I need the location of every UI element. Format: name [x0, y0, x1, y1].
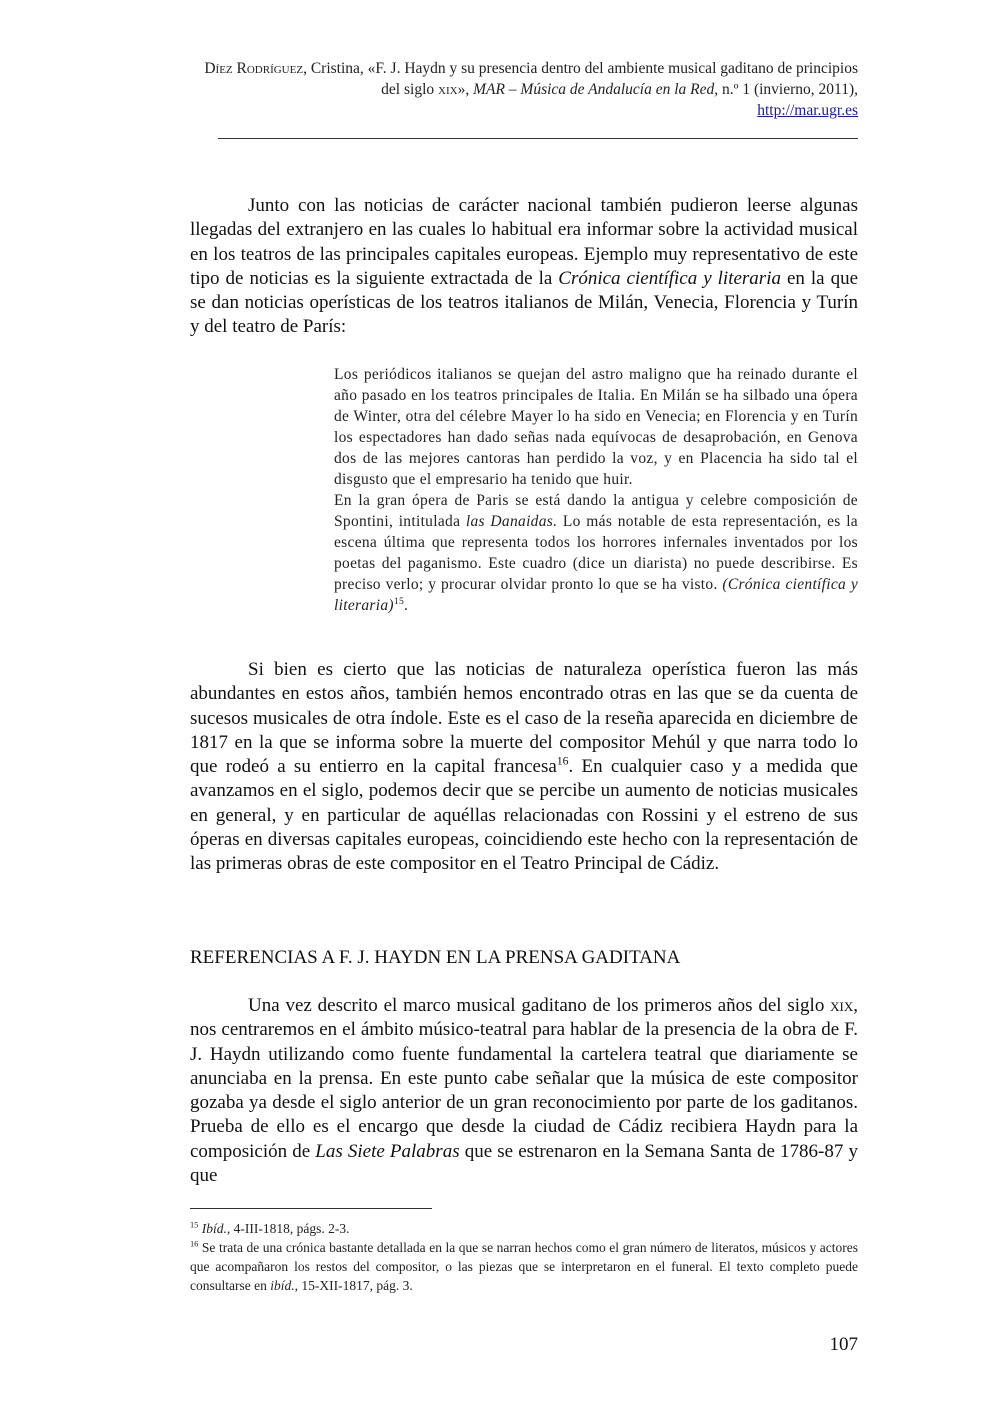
- paragraph-1-text-a: Junto con las noticias de carácter nacional también pudieron leerse algunas llegadas del extranjero en las cuales lo habitual era informar sobre la actividad musical en los teatros de las principales capitales europeas. Ejemplo muy representativo de este tipo de noticias es la siguiente extractada de la: [190, 195, 858, 289]
- footnote-italic: ibíd.: [270, 1278, 295, 1293]
- journal-title: MAR – Música de Andalucía en la Red,: [473, 81, 719, 98]
- block-quote: [334, 364, 858, 616]
- paragraph-2-text-a: Si bien es cierto que las noticias de naturaleza operística fueron las más abundantes en estos años, también hemos encontrado otras en las que se da cuenta de sucesos musicales de otra índole. Este es el caso de la reseña aparecida en diciembre de 1817 en la que se informa sobre la muerte del compositor Mehúl y que narra todo lo que rodeó a su entierro en la capital francesa: [190, 659, 858, 778]
- footnote-text: , 4-III-1818, págs. 2-3.: [226, 1221, 350, 1236]
- century-numeral: xix: [830, 995, 854, 1016]
- footnote-ref-15[interactable]: 15: [393, 595, 405, 607]
- citation-punct: »,: [457, 81, 474, 98]
- paragraph-2-text-b: . En cualquier caso y a medida que avanzamos en el siglo, podemos decir que se percibe un aumento de noticias musicales en general, y en particular de aquéllas relacionadas con Rossini y el estreno de sus óperas en diversas capitales europeas, coincidiendo este hecho con la representación de las primeras obras de este compositor en el Teatro Principal de Cádiz.: [190, 756, 858, 875]
- footnote-number: 15: [190, 1220, 199, 1230]
- paragraph-1-text-b: en la que se dan noticias operísticas de los teatros italianos de Milán, Venecia, Florencia y Turín y del teatro de París:: [190, 267, 859, 338]
- citation-text: , Cristina, «F. J. Haydn y su presencia dentro del ambiente musical gaditano de principios del siglo: [303, 60, 858, 98]
- quote-2-text-a: En la gran ópera de Paris se está dando la antigua y celebre composición de Spontini, intitulada: [334, 492, 858, 530]
- footnotes: [190, 1219, 858, 1295]
- quote-2-end: .: [404, 597, 409, 614]
- footnote-italic: Ibíd.: [201, 1221, 227, 1236]
- footnote-text-end: , 15-XII-1817, pág. 3.: [294, 1278, 413, 1293]
- paragraph-3-text-a: Una vez descrito el marco musical gaditano de los primeros años del siglo: [248, 995, 831, 1016]
- quote-citation: (Crónica científica y literaria): [334, 576, 858, 614]
- citation-header: [190, 58, 858, 121]
- paragraph-2: [190, 658, 858, 877]
- century-numeral: xix: [438, 81, 458, 98]
- paragraph-1: [190, 194, 858, 340]
- journal-url-link[interactable]: http://mar.ugr.es: [757, 102, 858, 119]
- quote-paragraph-1: Los periódicos italianos se quejan del astro maligno que ha reinado durante el año pasado en los teatros principales de Italia. En Milán se ha silbado una ópera de Winter, otra del célebre Mayer lo ha sido en Venecia; en Florencia y en Turín los espectadores han dado señas nada equívocas de desaprobación, en Genova dos de las mejores cantoras han perdido la voz, y en Placencia ha sido tal el disgusto que el empresario ha tenido que huir.: [334, 366, 858, 488]
- paragraph-3: [190, 994, 858, 1188]
- footnote-divider: [190, 1208, 432, 1209]
- issue-info: n.º 1 (invierno, 2011),: [718, 81, 858, 98]
- page-number: 107: [829, 1334, 858, 1355]
- paragraph-3-text-c: que se estrenaron en la Semana Santa de 1786-87 y que: [190, 1140, 858, 1187]
- footnote-text: Se trata de una crónica bastante detallada en la que se narran hechos como el gran número de literatos, músicos y actores que acompañaron los restos del compositor, o las piezas que se interpretaron en el funeral. El texto completo puede consultarse en: [190, 1240, 858, 1293]
- footnote-ref-16[interactable]: 16: [556, 754, 569, 768]
- paragraph-3-italic: Las Siete Palabras: [315, 1140, 460, 1162]
- paragraph-3-text-b: , nos centraremos en el ámbito músico-teatral para hablar de la presencia de la obra de F. J. Haydn utilizando como fuente fundamental la cartelera teatral que diariamente se anunciaba en la prensa. En este punto cabe señalar que la música de este compositor gozaba ya desde el siglo anterior de un gran reconocimiento por parte de los gaditanos. Prueba de ello es el encargo que desde la ciudad de Cádiz recibiera Haydn para la composición de: [190, 995, 858, 1162]
- section-heading: REFERENCIAS A F. J. HAYDN EN LA PRENSA GADITANA: [190, 947, 681, 968]
- author-surname: Díez Rodríguez: [204, 60, 304, 77]
- paragraph-1-italic: Crónica científica y literaria: [558, 267, 781, 289]
- quote-2-italic: las Danaidas.: [465, 513, 558, 530]
- footnote-16: [190, 1238, 858, 1295]
- quote-2-text-b: Lo más notable de esta representación, es la escena última que representa todos los horrores infernales inventados por los poetas del paganismo. Este cuadro (dice un diarista) no puede describirse. Es preciso verlo; y procurar olvidar pronto lo que se ha visto.: [334, 513, 858, 593]
- footnote-15: [190, 1219, 858, 1238]
- header-divider: [218, 138, 858, 139]
- footnote-number: 16: [190, 1239, 199, 1249]
- quote-paragraph-2: [334, 490, 858, 616]
